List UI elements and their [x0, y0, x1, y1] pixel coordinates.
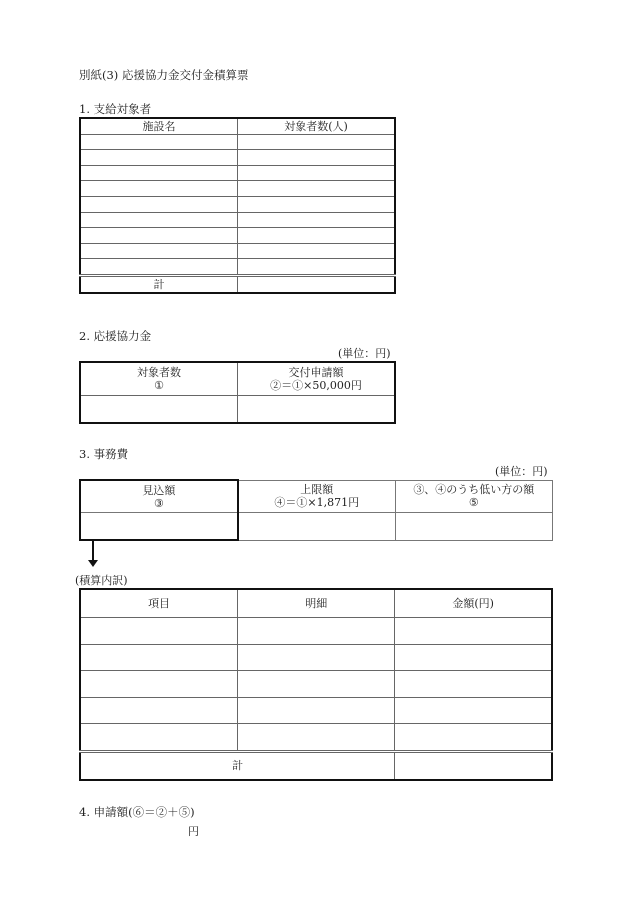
item-cell[interactable]: [80, 618, 238, 645]
office-expense-table: [79, 479, 553, 541]
detail-cell[interactable]: [238, 644, 395, 671]
count-cell[interactable]: [238, 243, 396, 259]
amount-cell[interactable]: [395, 724, 552, 752]
estimate-input-cell[interactable]: [80, 513, 238, 541]
recipients-table: [79, 117, 396, 294]
count-cell[interactable]: [238, 181, 396, 197]
breakdown-table: [79, 588, 553, 781]
table-header-row: [80, 480, 553, 513]
facility-cell[interactable]: [80, 212, 238, 228]
table-row: [80, 618, 552, 645]
count-cell[interactable]: [238, 134, 396, 150]
facility-cell[interactable]: [80, 228, 238, 244]
lower-amount-input-cell[interactable]: [395, 513, 552, 541]
table-row: [80, 165, 395, 181]
table-row: [80, 396, 395, 424]
section2-heading: 2. 応援協力金: [79, 329, 152, 343]
table-row: [80, 150, 395, 166]
breakdown-label: (積算内訳): [75, 574, 128, 587]
amount-input-cell[interactable]: [238, 396, 396, 424]
facility-cell[interactable]: [80, 259, 238, 276]
facility-cell[interactable]: [80, 134, 238, 150]
table-header-row: [80, 118, 395, 134]
header-line: 交付申請額: [288, 366, 344, 379]
table-header-row: [80, 362, 395, 396]
header-line: 対象者数: [137, 366, 181, 379]
limit-input-cell[interactable]: [238, 513, 395, 541]
table-row: [80, 513, 553, 541]
count-cell[interactable]: [238, 259, 396, 276]
count-cell[interactable]: [238, 165, 396, 181]
count-cell[interactable]: [238, 228, 396, 244]
header-symbol: ③: [153, 496, 164, 510]
count-cell[interactable]: [238, 196, 396, 212]
facility-cell[interactable]: [80, 165, 238, 181]
total-label: 計: [80, 751, 395, 780]
column-header-estimate: [80, 480, 238, 513]
table-row: [80, 134, 395, 150]
column-header-detail: 明細: [238, 589, 395, 618]
count-input-cell[interactable]: [80, 396, 238, 424]
detail-cell[interactable]: [238, 618, 395, 645]
amount-cell[interactable]: [395, 697, 552, 724]
header-line: ③、④のうち低い方の額: [413, 483, 535, 497]
section1-heading: 1. 支給対象者: [79, 102, 152, 116]
header-symbol: ①: [154, 379, 164, 392]
column-header-amount: [238, 362, 396, 396]
table-row: [80, 644, 552, 671]
document-title: 別紙(3) 応援協力金交付金積算票: [79, 68, 249, 82]
table-row: [80, 671, 552, 698]
table-row: [80, 697, 552, 724]
facility-cell[interactable]: [80, 243, 238, 259]
arrow-head-icon: [88, 560, 98, 567]
table-row: [80, 259, 395, 276]
table-row: [80, 181, 395, 197]
amount-cell[interactable]: [395, 671, 552, 698]
section3-unit-label: (単位：円): [495, 465, 548, 478]
item-cell[interactable]: [80, 671, 238, 698]
item-cell[interactable]: [80, 697, 238, 724]
header-formula: ②＝①×50,000円: [270, 379, 362, 392]
section4-unit-label: 円: [188, 825, 199, 838]
detail-cell[interactable]: [238, 697, 395, 724]
header-formula: ④＝①×1,871円: [274, 496, 360, 510]
arrow-down-icon: [92, 541, 94, 561]
section4-heading: 4. 申請額(⑥＝②＋⑤): [79, 805, 195, 819]
total-row: [80, 751, 552, 780]
count-cell[interactable]: [238, 150, 396, 166]
table-row: [80, 196, 395, 212]
facility-cell[interactable]: [80, 196, 238, 212]
table-row: [80, 212, 395, 228]
section3-heading: 3. 事務費: [79, 447, 129, 461]
table-row: [80, 724, 552, 752]
detail-cell[interactable]: [238, 724, 395, 752]
section2-unit-label: (単位：円): [338, 347, 391, 360]
facility-cell[interactable]: [80, 150, 238, 166]
item-cell[interactable]: [80, 724, 238, 752]
amount-cell[interactable]: [395, 644, 552, 671]
header-line: 見込額: [142, 483, 176, 497]
detail-cell[interactable]: [238, 671, 395, 698]
support-payment-table: [79, 361, 396, 424]
header-symbol: ⑤: [468, 496, 479, 510]
table-header-row: [80, 589, 552, 618]
amount-cell[interactable]: [395, 618, 552, 645]
table-row: [80, 228, 395, 244]
header-line: 上限額: [300, 483, 334, 497]
column-header-count: [80, 362, 238, 396]
column-header-count: 対象者数(人): [238, 118, 396, 134]
column-header-facility: 施設名: [80, 118, 238, 134]
count-cell[interactable]: [238, 212, 396, 228]
facility-cell[interactable]: [80, 181, 238, 197]
item-cell[interactable]: [80, 644, 238, 671]
total-row: [80, 275, 395, 293]
column-header-lower-amount: [395, 480, 552, 513]
total-label: 計: [80, 275, 238, 293]
total-count-cell[interactable]: [238, 275, 396, 293]
total-amount-cell[interactable]: [395, 751, 552, 780]
column-header-amount: 金額(円): [395, 589, 552, 618]
column-header-limit: [238, 480, 395, 513]
column-header-item: 項目: [80, 589, 238, 618]
table-row: [80, 243, 395, 259]
